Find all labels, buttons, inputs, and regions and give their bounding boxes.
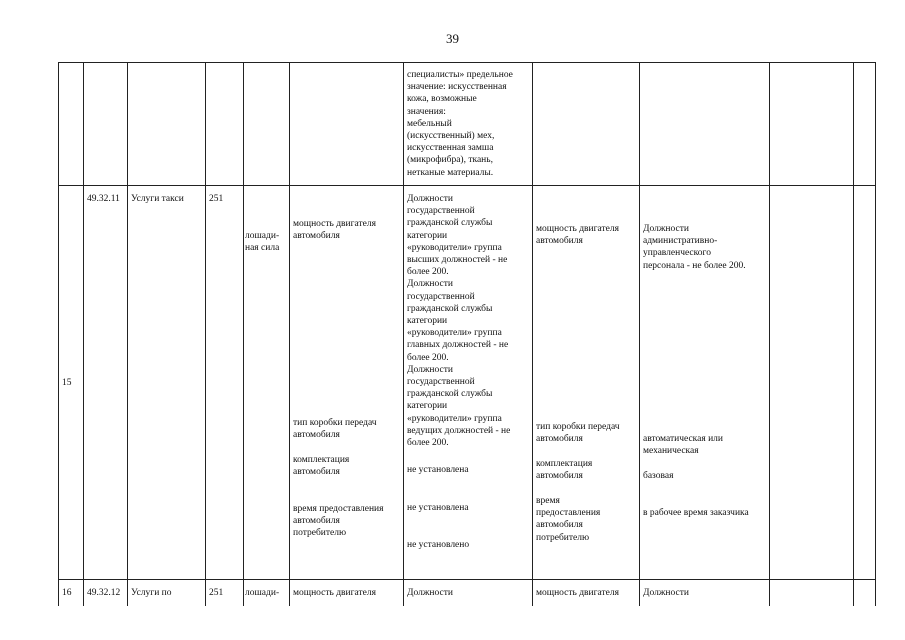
- column-border: [532, 62, 533, 606]
- okei-code: 251: [209, 588, 224, 598]
- column-border: [639, 62, 640, 606]
- row-border: [58, 579, 876, 580]
- value-time: в рабочее время заказчика: [643, 508, 749, 518]
- requirement-time: не установлено: [407, 540, 470, 550]
- value-power: Должности: [643, 588, 689, 598]
- column-border: [875, 62, 876, 606]
- characteristic2-time: время предоставления автомобиля потребителю: [536, 496, 601, 543]
- column-border: [58, 62, 59, 606]
- value-gearbox: автоматическая или механическая: [643, 434, 724, 457]
- column-border: [289, 62, 290, 606]
- characteristic-time: время предоставления автомобиля потребителю: [293, 504, 384, 539]
- requirement-equipment: не установлена: [407, 503, 469, 513]
- characteristic-power: мощность двигателя: [293, 588, 376, 598]
- characteristic2-power: мощность двигателя автомобиля: [536, 224, 619, 247]
- page-number: 39: [446, 31, 459, 46]
- requirement-power: Должности: [407, 588, 453, 598]
- row-border: [58, 62, 876, 63]
- requirement-power: Должности государственной гражданской службы категории «руководители» группа высших должностей - не более 200. Должности государственной гражданской службы категории «руководители» группа главных должностей - не более 200. Должности государственной гражданской службы категории «руководители» группа ведущих должностей - не более 200.: [407, 194, 511, 449]
- row-border: [58, 185, 876, 186]
- characteristic-gearbox: тип коробки передач автомобиля: [293, 418, 377, 441]
- characteristic2-power: мощность двигателя: [536, 588, 619, 598]
- value-power: Должности административно- управленческого персонала - не более 200.: [643, 224, 746, 271]
- characteristic2-equipment: комплектация автомобиля: [536, 459, 593, 482]
- continuation-value-cell: специалисты» предельное значение: искусственная кожа, возможные значения: мебельный (искусственный) мех, искусственная замша (микрофибра), ткань, нетканые материалы.: [407, 70, 513, 178]
- column-border: [127, 62, 128, 606]
- requirement-gearbox: не установлена: [407, 465, 469, 475]
- okei-code: 251: [209, 194, 224, 204]
- unit-name: лошади-: [245, 588, 280, 598]
- column-border: [769, 62, 770, 606]
- column-border: [205, 62, 206, 606]
- column-border: [243, 62, 244, 606]
- column-border: [403, 62, 404, 606]
- okpd-code: 49.32.11: [87, 194, 120, 204]
- okpd-code: 49.32.12: [87, 588, 121, 598]
- item-name: Услуги такси: [131, 194, 184, 204]
- column-border: [853, 62, 854, 606]
- unit-name: лошади- ная сила: [245, 231, 280, 254]
- row-number: 16: [62, 588, 72, 598]
- characteristic2-gearbox: тип коробки передач автомобиля: [536, 422, 620, 445]
- column-border: [83, 62, 84, 606]
- characteristic-equipment: комплектация автомобиля: [293, 455, 350, 478]
- item-name: Услуги по: [131, 588, 172, 598]
- value-equipment: базовая: [643, 471, 674, 481]
- row-number: 15: [62, 378, 72, 388]
- characteristic-power: мощность двигателя автомобиля: [293, 219, 376, 242]
